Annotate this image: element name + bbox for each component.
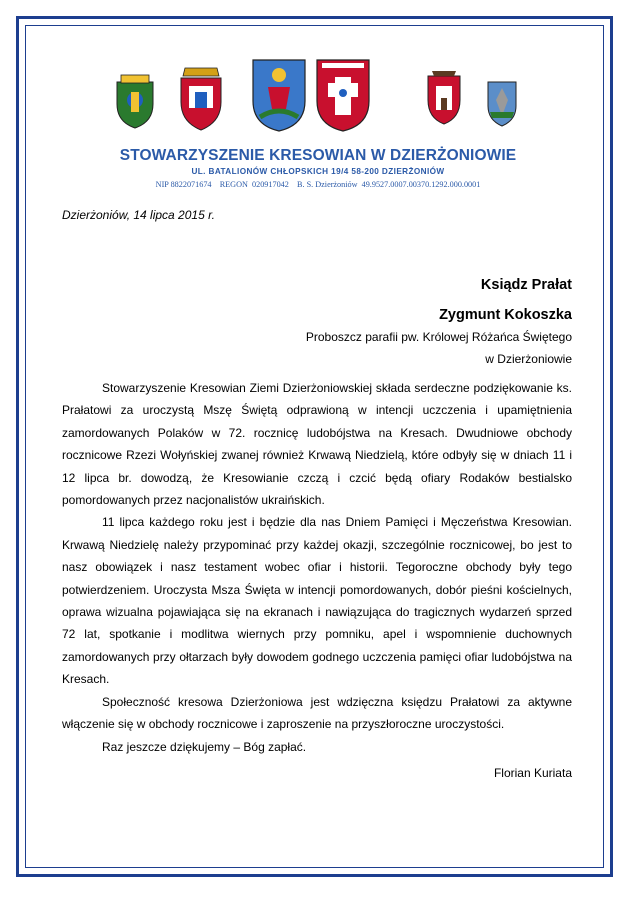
organization-name: STOWARZYSZENIE KRESOWIAN W DZIERŻONIOWIE: [119, 147, 517, 164]
signature: Florian Kuriata: [493, 766, 572, 780]
recipient-position: Proboszcz parafii pw. Królowej Różańca Świętego: [305, 330, 572, 344]
recipient-location: w Dzierżoniowie: [485, 352, 572, 366]
organization-ids: NIP 8822071674 REGON 020917042 B. S. Dzierżoniów 49.9527.0007.00370.1292.000.0001: [155, 180, 481, 189]
letter-paragraph: Raz jeszcze dziękujemy – Bóg zapłać.: [102, 739, 307, 754]
crest-2-icon: [175, 64, 227, 132]
crest-3-icon: [250, 57, 308, 133]
letter-paragraph: Stowarzyszenie Kresowian Ziemi Dzierżoniowskiej składa serdeczne podziękowanie ks. Prałatowi za uroczystą Mszę Świętą odprawioną w intencji uczczenia i upamiętnienia zamordowanych Polaków w 72. rocznicę ludobójstwa na Kresach. Dwudniowe obchody rocznicowe Rzezi Wołyńskiej zwanej również Krwawą Niedzielą, które odbyły się w dniach 11 i 12 lipca br. dowodzą, że Kresowianie czczą i czcić będą ofiary Rodaków bestialsko pomordowanych przez nacjonalistów ukraińskich.: [62, 381, 572, 508]
crest-4-icon: [314, 57, 372, 133]
recipient-name: Zygmunt Kokoszka: [439, 307, 572, 323]
letter-body: [62, 377, 572, 758]
organization-address: UL. BATALIONÓW CHŁOPSKICH 19/4 58-200 DZIERŻONIÓW: [191, 167, 445, 176]
recipient-title: Ksiądz Prałat: [480, 277, 572, 293]
crest-5-icon: [424, 70, 464, 128]
letter-paragraph: Społeczność kresowa Dzierżoniowa jest wdzięczna księdzu Prałatowi za aktywne włączenie się w obchody rocznicowe i zaproszenie na przyszłoroczne uroczystości.: [62, 694, 572, 732]
crest-1-icon: [113, 74, 157, 130]
letter-date: Dzierżoniów, 14 lipca 2015 r.: [62, 208, 215, 222]
crests-row: [0, 52, 636, 142]
crest-6-icon: [486, 80, 518, 128]
letter-paragraph: 11 lipca każdego roku jest i będzie dla nas Dniem Pamięci i Męczeństwa Kresowian. Krwawą Niedzielę należy przypominać przy każdej okazji, szczególnie rocznicowej, bo jest to nasz obowiązek i nasz testament wobec ofiar i historii. Tegoroczne obchody były tego potwierdzeniem. Uroczysta Msza Święta w intencji pomordowanych, dobór pieśni kościelnych, oprawa wizualna pojawiająca się na ekranach i nawiązująca do tragicznych wydarzeń sprzed 72 lat, spotkanie i modlitwa wiernych przy pomniku, apel i wspomnienie duchownych zamordowanych przy ołtarzach były dowodem godnego uczczenia pamięci ofiar ludobójstwa na Kresach.: [62, 515, 572, 687]
